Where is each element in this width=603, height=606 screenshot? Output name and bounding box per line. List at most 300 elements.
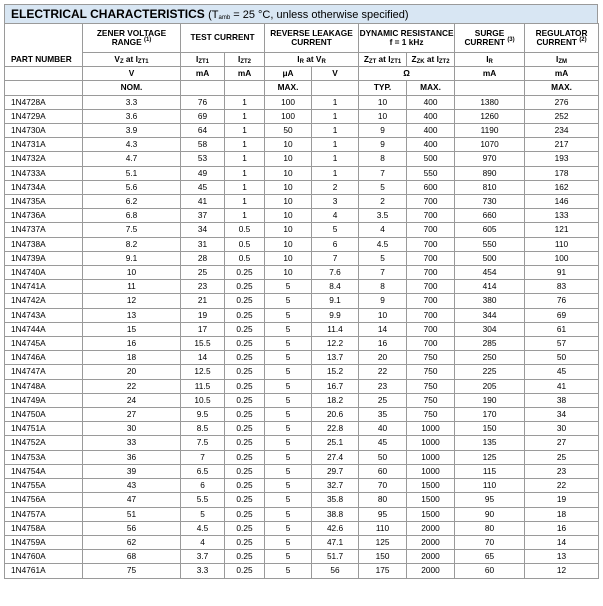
value-cell: 5 <box>265 280 312 294</box>
part-number-cell: 1N4742A <box>5 294 83 308</box>
value-cell: 7 <box>359 166 407 180</box>
value-cell: 13.7 <box>312 351 359 365</box>
value-cell: 13 <box>83 308 181 322</box>
value-cell: 29.7 <box>312 464 359 478</box>
value-cell: 49 <box>181 166 225 180</box>
data-table <box>4 23 599 579</box>
value-cell: 27 <box>83 408 181 422</box>
header-row-units <box>5 67 599 81</box>
value-cell: 17 <box>181 322 225 336</box>
value-cell: 10.5 <box>181 393 225 407</box>
value-cell: 91 <box>525 266 599 280</box>
value-cell: 15.2 <box>312 365 359 379</box>
part-number-cell: 1N4746A <box>5 351 83 365</box>
unit-cell: mA <box>181 67 225 81</box>
value-cell: 6.8 <box>83 209 181 223</box>
value-cell: 7 <box>181 450 225 464</box>
table-row <box>5 166 599 180</box>
value-cell: 23 <box>181 280 225 294</box>
value-cell: 400 <box>407 124 455 138</box>
value-cell: 5 <box>265 337 312 351</box>
value-cell: 700 <box>407 251 455 265</box>
table-row <box>5 180 599 194</box>
value-cell: 28 <box>181 251 225 265</box>
value-cell: 76 <box>525 294 599 308</box>
value-cell: 5 <box>265 479 312 493</box>
value-cell: 8.2 <box>83 237 181 251</box>
limits-blank <box>5 81 83 95</box>
value-cell: 1 <box>225 124 265 138</box>
value-cell: 0.25 <box>225 493 265 507</box>
limit-cell: MAX. <box>265 81 312 95</box>
header-part-number: PART NUMBER <box>5 24 83 67</box>
value-cell: 30 <box>525 422 599 436</box>
table-body <box>5 95 599 578</box>
value-cell: 22.8 <box>312 422 359 436</box>
value-cell: 30 <box>83 422 181 436</box>
unit-cell: mA <box>225 67 265 81</box>
value-cell: 23 <box>525 464 599 478</box>
value-cell: 193 <box>525 152 599 166</box>
value-cell: 700 <box>407 322 455 336</box>
value-cell: 9.1 <box>312 294 359 308</box>
value-cell: 20 <box>83 365 181 379</box>
value-cell: 304 <box>455 322 525 336</box>
value-cell: 2000 <box>407 564 455 578</box>
value-cell: 9 <box>359 124 407 138</box>
value-cell: 500 <box>455 251 525 265</box>
value-cell: 5 <box>265 521 312 535</box>
value-cell: 4 <box>181 535 225 549</box>
value-cell: 57 <box>525 337 599 351</box>
header-regulator-current: REGULATOR CURRENT $^{(2)}$ <box>525 24 599 53</box>
value-cell: 1070 <box>455 138 525 152</box>
value-cell: 5 <box>265 322 312 336</box>
table-row <box>5 479 599 493</box>
value-cell: 10 <box>265 237 312 251</box>
value-cell: 83 <box>525 280 599 294</box>
value-cell: 110 <box>359 521 407 535</box>
value-cell: 10 <box>265 138 312 152</box>
value-cell: 1500 <box>407 479 455 493</box>
value-cell: 27 <box>525 436 599 450</box>
value-cell: 16 <box>83 337 181 351</box>
value-cell: 5 <box>265 493 312 507</box>
part-number-cell: 1N4728A <box>5 95 83 109</box>
limit-cell: MAX. <box>407 81 455 95</box>
value-cell: 890 <box>455 166 525 180</box>
value-cell: 550 <box>455 237 525 251</box>
table-row <box>5 521 599 535</box>
value-cell: 10 <box>265 209 312 223</box>
table-row <box>5 223 599 237</box>
value-cell: 37 <box>181 209 225 223</box>
value-cell: 700 <box>407 237 455 251</box>
value-cell: 9.5 <box>181 408 225 422</box>
part-number-cell: 1N4757A <box>5 507 83 521</box>
title-condition: ($T_{amb} = 25$ °C, unless otherwise specified) <box>208 9 409 21</box>
value-cell: 5 <box>181 507 225 521</box>
part-number-cell: 1N4740A <box>5 266 83 280</box>
value-cell: 36 <box>83 450 181 464</box>
value-cell: 5 <box>265 422 312 436</box>
part-number-cell: 1N4744A <box>5 322 83 336</box>
header-row-titles <box>5 24 599 53</box>
table-row <box>5 95 599 109</box>
value-cell: 1 <box>225 95 265 109</box>
value-cell: 45 <box>359 436 407 450</box>
value-cell: 1 <box>312 109 359 123</box>
value-cell: 344 <box>455 308 525 322</box>
value-cell: 43 <box>83 479 181 493</box>
value-cell: 23 <box>359 379 407 393</box>
value-cell: 3.9 <box>83 124 181 138</box>
value-cell: 4.3 <box>83 138 181 152</box>
value-cell: 1 <box>225 195 265 209</box>
value-cell: 600 <box>407 180 455 194</box>
table-row <box>5 564 599 578</box>
value-cell: 58 <box>181 138 225 152</box>
table-row <box>5 294 599 308</box>
value-cell: 150 <box>455 422 525 436</box>
table-row <box>5 365 599 379</box>
value-cell: 69 <box>525 308 599 322</box>
unit-cell: V <box>83 67 181 81</box>
value-cell: 0.25 <box>225 450 265 464</box>
value-cell: 810 <box>455 180 525 194</box>
value-cell: 0.25 <box>225 322 265 336</box>
value-cell: 24 <box>83 393 181 407</box>
header-row-limits <box>5 81 599 95</box>
value-cell: 0.25 <box>225 408 265 422</box>
value-cell: 25 <box>359 393 407 407</box>
value-cell: 454 <box>455 266 525 280</box>
value-cell: 550 <box>407 166 455 180</box>
value-cell: 11.4 <box>312 322 359 336</box>
value-cell: 1 <box>225 109 265 123</box>
value-cell: 45 <box>181 180 225 194</box>
value-cell: 64 <box>181 124 225 138</box>
value-cell: 8 <box>359 280 407 294</box>
value-cell: 400 <box>407 138 455 152</box>
value-cell: 146 <box>525 195 599 209</box>
value-cell: 0.25 <box>225 550 265 564</box>
limit-blank <box>225 81 265 95</box>
value-cell: 5 <box>265 408 312 422</box>
value-cell: 10 <box>265 223 312 237</box>
part-number-cell: 1N4756A <box>5 493 83 507</box>
value-cell: 5.6 <box>83 180 181 194</box>
part-number-cell: 1N4758A <box>5 521 83 535</box>
value-cell: 1190 <box>455 124 525 138</box>
value-cell: 51.7 <box>312 550 359 564</box>
value-cell: 10 <box>265 180 312 194</box>
value-cell: 5.1 <box>83 166 181 180</box>
part-number-cell: 1N4750A <box>5 408 83 422</box>
value-cell: 1000 <box>407 450 455 464</box>
value-cell: 2000 <box>407 550 455 564</box>
value-cell: 18 <box>83 351 181 365</box>
table-row <box>5 408 599 422</box>
value-cell: 0.25 <box>225 479 265 493</box>
part-number-cell: 1N4760A <box>5 550 83 564</box>
value-cell: 51 <box>83 507 181 521</box>
part-number-cell: 1N4752A <box>5 436 83 450</box>
value-cell: 76 <box>181 95 225 109</box>
value-cell: 100 <box>265 109 312 123</box>
value-cell: 50 <box>525 351 599 365</box>
value-cell: 14 <box>359 322 407 336</box>
value-cell: 10 <box>265 166 312 180</box>
value-cell: 162 <box>525 180 599 194</box>
value-cell: 175 <box>359 564 407 578</box>
value-cell: 7.6 <box>312 266 359 280</box>
unit-cell: V <box>312 67 359 81</box>
value-cell: 15 <box>83 322 181 336</box>
part-number-cell: 1N4739A <box>5 251 83 265</box>
value-cell: 1 <box>312 152 359 166</box>
part-number-cell: 1N4731A <box>5 138 83 152</box>
value-cell: 121 <box>525 223 599 237</box>
value-cell: 22 <box>359 365 407 379</box>
value-cell: 47 <box>83 493 181 507</box>
value-cell: 9 <box>359 138 407 152</box>
value-cell: 80 <box>359 493 407 507</box>
value-cell: 60 <box>455 564 525 578</box>
value-cell: 6.2 <box>83 195 181 209</box>
value-cell: 7.5 <box>181 436 225 450</box>
value-cell: 1 <box>312 138 359 152</box>
value-cell: 5 <box>265 535 312 549</box>
value-cell: 3.6 <box>83 109 181 123</box>
value-cell: 10 <box>359 95 407 109</box>
value-cell: 0.25 <box>225 308 265 322</box>
value-cell: 5 <box>265 436 312 450</box>
value-cell: 1 <box>312 166 359 180</box>
value-cell: 27.4 <box>312 450 359 464</box>
value-cell: 70 <box>359 479 407 493</box>
table-row <box>5 266 599 280</box>
part-number-cell: 1N4735A <box>5 195 83 209</box>
value-cell: 10 <box>83 266 181 280</box>
value-cell: 45 <box>525 365 599 379</box>
value-cell: 4.5 <box>181 521 225 535</box>
value-cell: 190 <box>455 393 525 407</box>
value-cell: 5 <box>312 223 359 237</box>
value-cell: 1 <box>312 124 359 138</box>
value-cell: 125 <box>455 450 525 464</box>
value-cell: 3 <box>312 195 359 209</box>
unit-cell: Ω <box>359 67 455 81</box>
title-text: ELECTRICAL CHARACTERISTICS <box>11 7 205 21</box>
header-test-current: TEST CURRENT <box>181 24 265 53</box>
value-cell: 1 <box>225 180 265 194</box>
value-cell: 38 <box>525 393 599 407</box>
limit-cell: NOM. <box>83 81 181 95</box>
value-cell: 4.7 <box>83 152 181 166</box>
value-cell: 205 <box>455 379 525 393</box>
value-cell: 0.25 <box>225 436 265 450</box>
value-cell: 47.1 <box>312 535 359 549</box>
value-cell: 25 <box>525 450 599 464</box>
value-cell: 41 <box>181 195 225 209</box>
value-cell: 8 <box>359 152 407 166</box>
header-reverse-leakage: REVERSE LEAKAGE CURRENT <box>265 24 359 53</box>
part-number-cell: 1N4741A <box>5 280 83 294</box>
value-cell: 18 <box>525 507 599 521</box>
value-cell: 8.4 <box>312 280 359 294</box>
symbol-zzt: $Z_{ZT}$ at $I_{ZT1}$ <box>359 53 407 67</box>
value-cell: 100 <box>525 251 599 265</box>
value-cell: 10 <box>359 109 407 123</box>
value-cell: 0.25 <box>225 535 265 549</box>
part-number-cell: 1N4755A <box>5 479 83 493</box>
value-cell: 0.5 <box>225 223 265 237</box>
value-cell: 6 <box>312 237 359 251</box>
value-cell: 5 <box>265 507 312 521</box>
value-cell: 400 <box>407 109 455 123</box>
part-number-cell: 1N4753A <box>5 450 83 464</box>
value-cell: 69 <box>181 109 225 123</box>
value-cell: 4.5 <box>359 237 407 251</box>
table-row <box>5 308 599 322</box>
symbol-zzk: $Z_{ZK}$ at $I_{ZT2}$ <box>407 53 455 67</box>
table-row <box>5 422 599 436</box>
value-cell: 217 <box>525 138 599 152</box>
value-cell: 12 <box>525 564 599 578</box>
value-cell: 380 <box>455 294 525 308</box>
value-cell: 250 <box>455 351 525 365</box>
value-cell: 40 <box>359 422 407 436</box>
value-cell: 0.25 <box>225 521 265 535</box>
value-cell: 35 <box>359 408 407 422</box>
part-number-cell: 1N4738A <box>5 237 83 251</box>
part-number-cell: 1N4748A <box>5 379 83 393</box>
table-title <box>4 4 598 23</box>
value-cell: 0.25 <box>225 422 265 436</box>
value-cell: 19 <box>181 308 225 322</box>
value-cell: 3.3 <box>83 95 181 109</box>
table-row <box>5 109 599 123</box>
part-number-cell: 1N4734A <box>5 180 83 194</box>
value-cell: 750 <box>407 365 455 379</box>
table-row <box>5 436 599 450</box>
value-cell: 50 <box>265 124 312 138</box>
value-cell: 20.6 <box>312 408 359 422</box>
limit-blank <box>455 81 525 95</box>
value-cell: 5 <box>265 464 312 478</box>
value-cell: 21 <box>181 294 225 308</box>
value-cell: 730 <box>455 195 525 209</box>
value-cell: 276 <box>525 95 599 109</box>
header-zener-voltage: ZENER VOLTAGE RANGE $^{(1)}$ <box>83 24 181 53</box>
value-cell: 41 <box>525 379 599 393</box>
value-cell: 700 <box>407 337 455 351</box>
value-cell: 32.7 <box>312 479 359 493</box>
value-cell: 605 <box>455 223 525 237</box>
value-cell: 68 <box>83 550 181 564</box>
value-cell: 2000 <box>407 535 455 549</box>
value-cell: 53 <box>181 152 225 166</box>
value-cell: 750 <box>407 379 455 393</box>
value-cell: 115 <box>455 464 525 478</box>
value-cell: 500 <box>407 152 455 166</box>
value-cell: 5 <box>265 450 312 464</box>
value-cell: 5 <box>265 294 312 308</box>
part-number-cell: 1N4732A <box>5 152 83 166</box>
value-cell: 970 <box>455 152 525 166</box>
unit-cell: μA <box>265 67 312 81</box>
value-cell: 34 <box>181 223 225 237</box>
part-number-cell: 1N4737A <box>5 223 83 237</box>
value-cell: 135 <box>455 436 525 450</box>
value-cell: 750 <box>407 393 455 407</box>
unit-cell: mA <box>525 67 599 81</box>
value-cell: 2000 <box>407 521 455 535</box>
value-cell: 5 <box>265 564 312 578</box>
symbol-izt1: $I_{ZT1}$ <box>181 53 225 67</box>
value-cell: 133 <box>525 209 599 223</box>
table-row <box>5 237 599 251</box>
value-cell: 9 <box>359 294 407 308</box>
table-row <box>5 550 599 564</box>
value-cell: 252 <box>525 109 599 123</box>
value-cell: 234 <box>525 124 599 138</box>
table-row <box>5 507 599 521</box>
value-cell: 750 <box>407 351 455 365</box>
value-cell: 400 <box>407 95 455 109</box>
value-cell: 1500 <box>407 507 455 521</box>
value-cell: 12 <box>83 294 181 308</box>
value-cell: 0.25 <box>225 564 265 578</box>
value-cell: 9.9 <box>312 308 359 322</box>
value-cell: 1000 <box>407 422 455 436</box>
value-cell: 414 <box>455 280 525 294</box>
value-cell: 90 <box>455 507 525 521</box>
value-cell: 56 <box>312 564 359 578</box>
value-cell: 31 <box>181 237 225 251</box>
value-cell: 12.2 <box>312 337 359 351</box>
part-number-cell: 1N4749A <box>5 393 83 407</box>
value-cell: 2 <box>312 180 359 194</box>
part-number-cell: 1N4745A <box>5 337 83 351</box>
table-row <box>5 337 599 351</box>
symbol-ir-surge: $I_R$ <box>455 53 525 67</box>
value-cell: 34 <box>525 408 599 422</box>
value-cell: 42.6 <box>312 521 359 535</box>
value-cell: 56 <box>83 521 181 535</box>
value-cell: 22 <box>525 479 599 493</box>
table-row <box>5 280 599 294</box>
limit-blank <box>181 81 225 95</box>
value-cell: 1 <box>225 138 265 152</box>
value-cell: 3.7 <box>181 550 225 564</box>
value-cell: 178 <box>525 166 599 180</box>
unit-cell: mA <box>455 67 525 81</box>
part-number-cell: 1N4754A <box>5 464 83 478</box>
symbol-vz: $V_Z$ at $I_{ZT1}$ <box>83 53 181 67</box>
value-cell: 10 <box>359 308 407 322</box>
value-cell: 60 <box>359 464 407 478</box>
value-cell: 700 <box>407 308 455 322</box>
value-cell: 150 <box>359 550 407 564</box>
value-cell: 4 <box>312 209 359 223</box>
value-cell: 14 <box>181 351 225 365</box>
header-dynamic-resistance: DYNAMIC RESISTANCE f = 1 kHz <box>359 24 455 53</box>
value-cell: 700 <box>407 195 455 209</box>
value-cell: 5 <box>265 393 312 407</box>
table-row <box>5 493 599 507</box>
